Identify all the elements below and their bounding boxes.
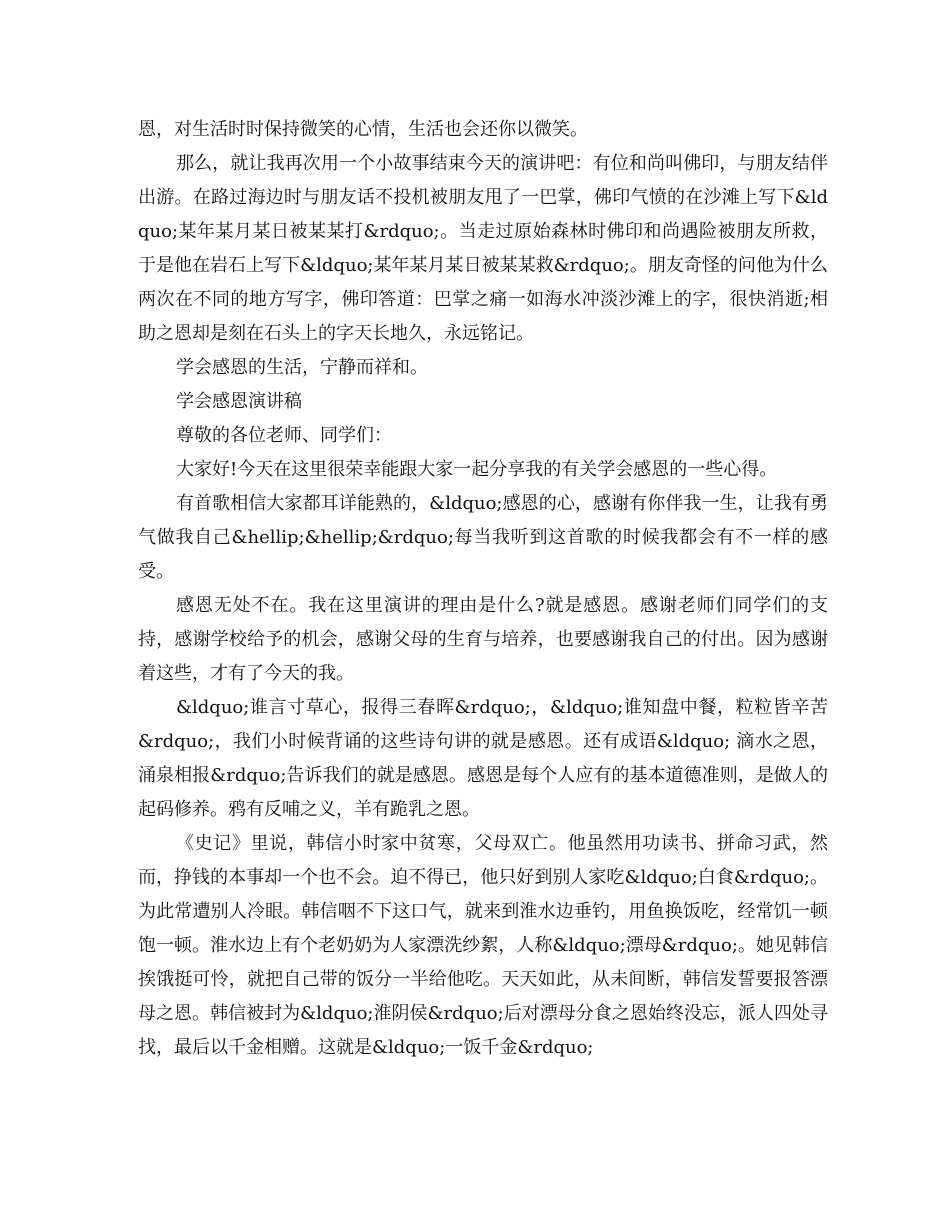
paragraph-2: 那么，就让我再次用一个小故事结束今天的演讲吧：有位和尚叫佛印，与朋友结伴出游。在路过海边时与朋友话不投机被朋友甩了一巴掌，佛印气愤的在沙滩上写下&ldquo;某年某月某日被某某打&rdquo;。当走过原始森林时佛印和尚遇险被朋友所救，于是他在岩石上写下&ldquo;某年某月某日被某某救&rdquo;。朋友奇怪的问他为什么两次在不同的地方写字，佛印答道：巴掌之痛一如海水冲淡沙滩上的字，很快消逝;相助之恩却是刻在石头上的字天长地久，永远铭记。 (138, 153, 828, 344)
paragraph-7: 有首歌相信大家都耳详能熟的，&ldquo;感恩的心，感谢有你伴我一生，让我有勇气做我自己&hellip;&hellip;&rdquo;每当我听到这首歌的时候我都会有不一样的感受。 (138, 493, 828, 582)
paragraph-10: 《史记》里说，韩信小时家中贫寒，父母双亡。他虽然用功读书、拼命习武，然而，挣钱的本事却一个也不会。迫不得已，他只好到别人家吃&ldquo;白食&rdquo;。为此常遭别人冷眼。韩信咽不下这口气，就来到淮水边垂钓，用鱼换饭吃，经常饥一顿饱一顿。淮水边上有个老奶奶为人家漂洗纱絮，人称&ldquo;漂母&rdquo;。她见韩信挨饿挺可怜，就把自己带的饭分一半给他吃。天天如此，从未间断，韩信发誓要报答漂母之恩。韩信被封为&ldquo;淮阴侯&rdquo;后对漂母分食之恩始终没忘，派人四处寻找，最后以千金相赠。这就是&ldquo;一饭千金&rdquo; (138, 833, 828, 1058)
paragraph-9: &ldquo;谁言寸草心，报得三春晖&rdquo;，&ldquo;谁知盘中餐，粒粒皆辛苦&rdquo;，我们小时候背诵的这些诗句讲的就是感恩。还有成语&ldquo; 滴水之恩，涌泉相报&rdquo;告诉我们的就是感恩。感恩是每个人应有的基本道德准则，是做人的起码修养。鸦有反哺之义，羊有跪乳之恩。 (138, 697, 828, 820)
paragraph-3: 学会感恩的生活，宁静而祥和。 (176, 357, 428, 378)
salutation: 尊敬的各位老师、同学们： (176, 425, 392, 446)
paragraph-6: 大家好!今天在这里很荣幸能跟大家一起分享我的有关学会感恩的一些心得。 (176, 459, 778, 480)
paragraph-1: 恩，对生活时时保持微笑的心情，生活也会还你以微笑。 (138, 119, 588, 140)
document-page (138, 113, 828, 1065)
section-title: 学会感恩演讲稿 (176, 391, 302, 412)
paragraph-8: 感恩无处不在。我在这里演讲的理由是什么?就是感恩。感谢老师们同学们的支持，感谢学校给予的机会，感谢父母的生育与培养，也要感谢我自己的付出。因为感谢着这些，才有了今天的我。 (138, 595, 828, 684)
